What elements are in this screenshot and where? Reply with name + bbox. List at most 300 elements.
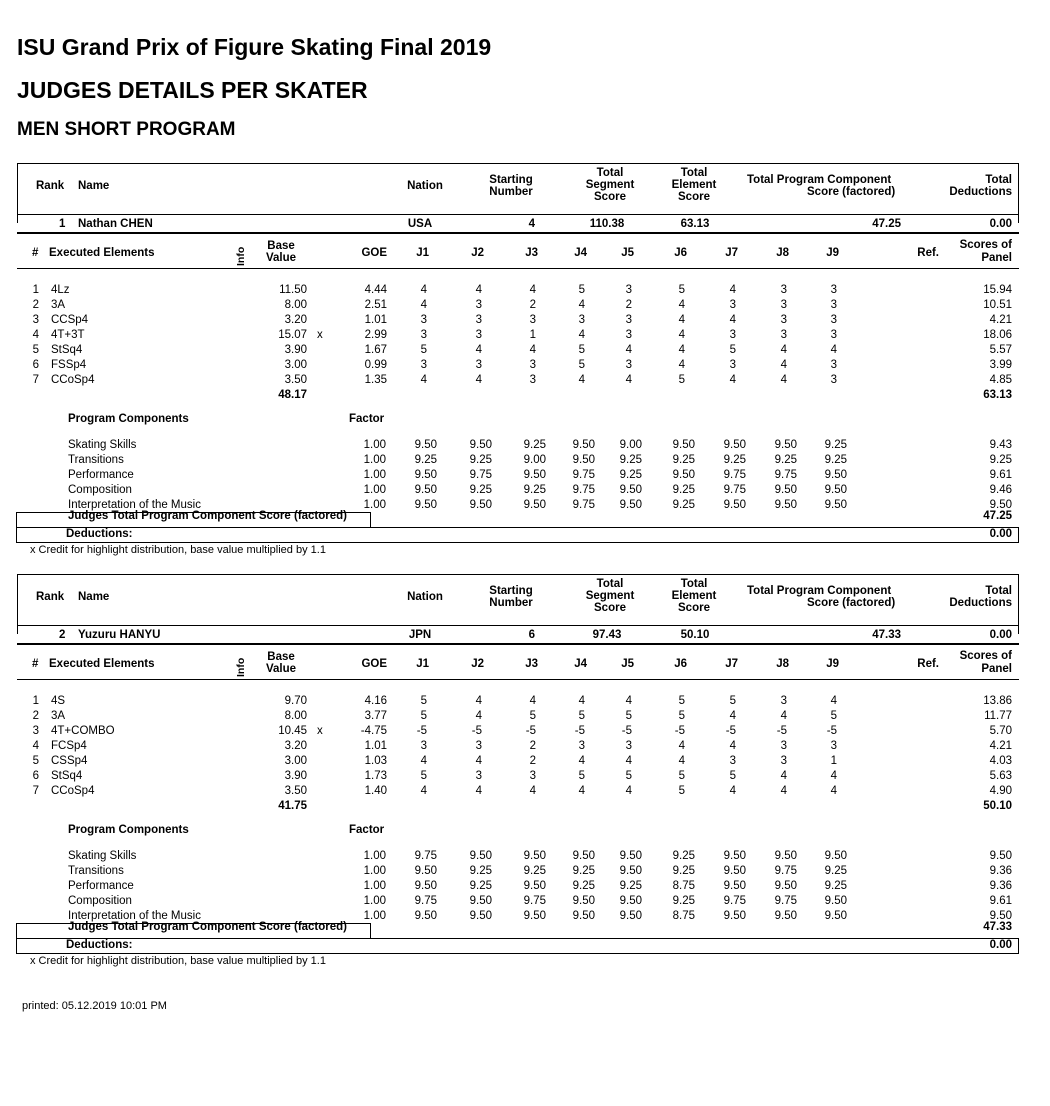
element-judge-score: 5 [420,344,427,356]
component-name: Composition [68,895,132,907]
starting-number-header-line: Number [489,597,533,609]
element-number: 2 [32,710,39,722]
element-number: 4 [32,740,39,752]
tes-total: 50.10 [983,800,1012,812]
element-panel-score: 11.77 [984,710,1012,722]
component-judge-score: 9.50 [619,895,642,907]
skater-nation: USA [407,218,433,230]
element-judge-score: 5 [625,710,632,722]
tes-header-line: Score [678,602,710,614]
component-judge-score: 9.50 [774,484,797,496]
component-judge-score: 9.75 [523,895,546,907]
element-number: 6 [32,770,39,782]
element-number: 1 [32,695,39,707]
element-goe: 0.99 [364,359,387,371]
element-name: 4T+3T [51,329,85,341]
judge-header: J6 [674,247,687,259]
component-judge-score: 9.75 [572,469,595,481]
component-judge-score: 9.50 [723,910,746,922]
element-judge-score: 4 [678,755,685,767]
component-judge-score: 9.25 [672,895,695,907]
element-name: StSq4 [51,344,83,356]
component-judge-score: 9.50 [824,499,847,511]
component-judge-score: 9.50 [774,880,797,892]
tes-header-line: Score [678,191,710,203]
skater-block [17,163,1019,555]
deductions-header-line: Deductions [949,186,1012,198]
base-value-header [266,651,296,675]
component-judge-score: 9.75 [774,469,797,481]
component-judge-score: 9.25 [469,484,492,496]
element-judge-score: 3 [625,314,632,326]
element-judge-score: 4 [625,695,632,707]
element-name: 4Lz [51,284,70,296]
segment-title: MEN SHORT PROGRAM [17,119,236,140]
element-panel-score: 5.70 [989,725,1012,737]
element-name: 3A [51,299,66,311]
element-goe: 2.99 [364,329,387,341]
component-name: Composition [68,484,132,496]
skater-name: Yuzuru HANYU [78,629,161,641]
base-value-header [266,240,296,264]
element-judge-score: 4 [475,374,482,386]
element-name: FCSp4 [51,740,87,752]
tss-header [586,167,635,203]
tpcs-header [747,585,895,609]
element-judge-score: 3 [729,329,736,341]
skater-tss: 97.43 [592,629,622,641]
element-judge-score: 4 [729,785,736,797]
element-judge-score: 3 [830,299,837,311]
component-judge-score: 9.50 [824,895,847,907]
element-judge-score: 5 [678,785,685,797]
component-judge-score: 9.25 [523,865,546,877]
component-judge-score: 9.75 [774,865,797,877]
component-judge-score: 9.50 [572,895,595,907]
skater-tpcs: 47.33 [872,629,901,641]
component-judge-score: 9.50 [414,910,437,922]
component-judge-score: 9.75 [572,499,595,511]
element-judge-score: -5 [725,725,736,737]
element-judge-score: -5 [621,725,632,737]
component-judge-score: 9.25 [619,469,642,481]
component-judge-score: 9.50 [469,499,492,511]
element-judge-score: 4 [475,710,482,722]
element-goe: 4.44 [364,284,387,296]
tpcs-header [747,174,895,198]
component-factor: 1.00 [363,499,386,511]
element-judge-score: 3 [780,329,787,341]
component-judge-score: 9.75 [774,895,797,907]
nation-header: Nation [407,591,443,603]
element-panel-score: 10.51 [983,299,1012,311]
starting-number-header [489,174,532,198]
component-judge-score: 9.50 [824,910,847,922]
skater-tes: 50.10 [680,629,710,641]
element-judge-score: 3 [625,740,632,752]
component-judge-score: 9.25 [723,454,746,466]
component-judge-score: 9.25 [774,454,797,466]
element-panel-score: 4.21 [989,314,1012,326]
element-judge-score: 4 [729,374,736,386]
element-judge-score: 4 [578,299,585,311]
component-judge-score: 9.50 [774,850,797,862]
element-panel-score: 18.06 [983,329,1012,341]
component-judge-score: 9.50 [572,439,595,451]
component-judge-score: 9.50 [572,454,595,466]
scores-of-panel-header-line: Scores of [959,239,1012,251]
deductions-header [949,174,1012,198]
element-panel-score: 3.99 [989,359,1012,371]
component-judge-score: 8.75 [672,880,695,892]
element-judge-score: 3 [780,314,787,326]
element-base-value: 8.00 [284,299,307,311]
rank-header: Rank [36,591,65,603]
starting-number-header-line: Starting [489,585,533,597]
info-header: Info [235,657,247,677]
element-judge-score: 4 [420,284,427,296]
element-goe: 1.35 [364,374,387,386]
element-judge-score: 3 [420,740,427,752]
element-judge-score: 4 [625,785,632,797]
deductions-box [16,527,1019,543]
component-name: Skating Skills [68,850,137,862]
element-judge-score: 5 [578,770,585,782]
element-bonus-mark: x [317,329,323,341]
element-judge-score: 4 [529,695,536,707]
element-judge-score: 4 [625,344,632,356]
component-panel-score: 9.25 [989,454,1012,466]
tes-header-line: Element [671,179,717,191]
component-name: Performance [68,469,134,481]
ref-header: Ref. [917,247,939,259]
divider [17,232,1019,234]
element-judge-score: 5 [729,695,736,707]
judge-header: J3 [525,658,538,670]
component-judge-score: 9.50 [824,469,847,481]
element-judge-score: 3 [830,329,837,341]
base-value-total: 41.75 [278,800,307,812]
skater-block [17,574,1019,966]
component-judge-score: 9.50 [774,499,797,511]
component-judge-score: 9.50 [619,484,642,496]
element-judge-score: 4 [830,770,837,782]
scores-of-panel-header [960,239,1012,265]
component-panel-score: 9.36 [989,880,1012,892]
component-judge-score: 9.00 [619,439,642,451]
tes-total: 63.13 [983,389,1012,401]
component-judge-score: 9.50 [469,439,492,451]
element-judge-score: 4 [529,344,536,356]
component-name: Transitions [68,454,124,466]
tss-header-line: Score [594,191,626,203]
goe-header: GOE [361,658,387,670]
element-judge-score: 2 [529,299,536,311]
component-panel-score: 9.50 [989,850,1012,862]
component-judge-score: 9.50 [774,439,797,451]
base-value-header-line: Value [266,252,297,264]
component-judge-score: 9.50 [824,850,847,862]
tes-header-line: Total [680,578,708,590]
component-judge-score: 9.25 [824,439,847,451]
component-judge-score: 9.50 [672,469,695,481]
pcs-total: 47.25 [983,510,1012,522]
deductions-header-line: Total [985,585,1012,597]
element-judge-score: -5 [525,725,536,737]
element-judge-score: 3 [625,329,632,341]
element-number: 3 [32,314,39,326]
element-judge-score: 4 [830,695,837,707]
element-judge-score: 5 [578,710,585,722]
component-judge-score: 9.25 [672,865,695,877]
component-factor: 1.00 [363,895,386,907]
element-judge-score: 3 [420,359,427,371]
program-components-header: Program Components [68,824,189,836]
element-judge-score: 4 [780,344,787,356]
judge-header: J1 [416,658,429,670]
element-judge-score: 4 [475,344,482,356]
pcs-total: 47.33 [983,921,1012,933]
element-bonus-mark: x [317,725,323,737]
element-name: 4T+COMBO [51,725,115,737]
component-factor: 1.00 [363,469,386,481]
judge-header: J2 [471,247,484,259]
element-base-value: 11.50 [279,284,307,296]
component-judge-score: 9.50 [523,910,546,922]
element-judge-score: 3 [529,374,536,386]
element-judge-score: 4 [475,785,482,797]
element-judge-score: 4 [625,374,632,386]
element-judge-score: 3 [729,299,736,311]
tpcs-header-line: Total Program Component [747,585,892,597]
component-factor: 1.00 [363,850,386,862]
element-judge-score: 4 [420,785,427,797]
element-judge-score: 3 [475,770,482,782]
tss-header-line: Segment [585,179,635,191]
component-judge-score: 9.25 [824,880,847,892]
component-judge-score: 9.50 [672,439,695,451]
element-judge-score: 4 [475,695,482,707]
element-judge-score: 4 [830,785,837,797]
component-panel-score: 9.50 [989,910,1012,922]
element-name: CSSp4 [51,755,88,767]
component-factor: 1.00 [363,439,386,451]
element-base-value: 3.90 [284,344,307,356]
component-judge-score: 9.50 [469,910,492,922]
element-number: 2 [32,299,39,311]
name-header: Name [78,180,110,192]
element-judge-score: 4 [780,374,787,386]
element-base-value: 3.20 [284,740,307,752]
tss-header [586,578,635,614]
component-judge-score: 9.50 [523,469,546,481]
component-judge-score: 9.50 [723,850,746,862]
component-judge-score: 9.50 [572,910,595,922]
deductions-total: 0.00 [989,939,1012,951]
element-judge-score: 4 [578,755,585,767]
component-judge-score: 9.50 [723,865,746,877]
element-judge-score: 3 [578,314,585,326]
component-judge-score: 9.50 [774,910,797,922]
component-panel-score: 9.46 [989,484,1012,496]
element-judge-score: 4 [529,284,536,296]
element-judge-score: 4 [578,785,585,797]
program-components-header: Program Components [68,413,189,425]
element-name: StSq4 [51,770,83,782]
element-base-value: 3.20 [284,314,307,326]
element-judge-score: 4 [578,374,585,386]
element-name: CCSp4 [51,314,89,326]
judge-header: J3 [525,247,538,259]
element-judge-score: 3 [780,755,787,767]
component-judge-score: 9.75 [414,895,437,907]
deductions-box [16,938,1019,954]
component-name: Interpretation of the Music [68,910,201,922]
judges-total-label: Judges Total Program Component Score (factored) [68,921,348,933]
scores-of-panel-header-line: Panel [981,663,1012,675]
element-judge-score: 3 [475,740,482,752]
element-name: 3A [51,710,66,722]
element-judge-score: 4 [678,299,685,311]
component-panel-score: 9.61 [989,895,1012,907]
component-judge-score: 9.50 [619,865,642,877]
element-judge-score: 2 [529,740,536,752]
judge-header: J1 [416,247,429,259]
element-judge-score: 3 [578,740,585,752]
component-judge-score: 9.50 [572,850,595,862]
element-judge-score: 3 [475,299,482,311]
component-judge-score: 9.50 [723,499,746,511]
starting-number-header-line: Number [489,186,533,198]
element-judge-score: 5 [578,359,585,371]
component-judge-score: 9.50 [414,865,437,877]
component-panel-score: 9.61 [989,469,1012,481]
component-judge-score: 9.25 [672,484,695,496]
component-judge-score: 9.75 [723,895,746,907]
ref-header: Ref. [917,658,939,670]
component-judge-score: 9.00 [523,454,546,466]
skater-tpcs: 47.25 [872,218,901,230]
element-goe: 1.67 [364,344,387,356]
tss-header-line: Score [594,602,626,614]
component-judge-score: 9.75 [414,850,437,862]
element-base-value: 8.00 [284,710,307,722]
component-judge-score: 9.50 [824,484,847,496]
element-judge-score: 4 [578,329,585,341]
element-name: CCoSp4 [51,785,95,797]
component-factor: 1.00 [363,880,386,892]
element-judge-score: 3 [729,359,736,371]
element-goe: 1.73 [364,770,387,782]
element-judge-score: 4 [625,755,632,767]
deductions-header [949,585,1012,609]
judge-header: J8 [776,247,789,259]
element-judge-score: 3 [830,374,837,386]
element-judge-score: 3 [830,359,837,371]
element-judge-score: 4 [578,695,585,707]
element-judge-score: 5 [578,284,585,296]
element-judge-score: 5 [830,710,837,722]
base-value-header-line: Base [267,651,295,663]
element-judge-score: 4 [729,710,736,722]
divider [17,268,1019,269]
element-name: 4S [51,695,66,707]
component-judge-score: 9.25 [572,880,595,892]
element-number: 5 [32,755,39,767]
element-base-value: 3.00 [284,755,307,767]
tes-header-line: Total [680,167,708,179]
judge-header: J9 [826,658,839,670]
factor-header: Factor [349,413,385,425]
judges-total-label: Judges Total Program Component Score (factored) [68,510,348,522]
element-panel-score: 15.94 [983,284,1012,296]
element-judge-score: -5 [674,725,685,737]
tes-header [672,578,717,614]
tss-header-line: Total [596,578,624,590]
element-judge-score: 3 [780,740,787,752]
component-panel-score: 9.36 [989,865,1012,877]
scores-of-panel-header-line: Panel [981,252,1012,264]
component-judge-score: 9.50 [619,850,642,862]
element-judge-score: 4 [780,710,787,722]
component-panel-score: 9.43 [989,439,1012,451]
element-goe: 4.16 [364,695,387,707]
tss-header-line: Segment [585,590,635,602]
tes-header-line: Element [671,590,717,602]
component-judge-score: 9.25 [619,454,642,466]
component-name: Performance [68,880,134,892]
element-base-value: 3.50 [284,785,307,797]
component-judge-score: 9.25 [523,484,546,496]
tes-header [672,167,717,203]
divider [17,214,1019,215]
element-judge-score: 4 [678,329,685,341]
element-judge-score: 3 [475,359,482,371]
component-judge-score: 9.25 [414,454,437,466]
element-number: 3 [32,725,39,737]
judge-header: J2 [471,658,484,670]
element-judge-score: 2 [625,299,632,311]
tpcs-header-line: Total Program Component [747,174,892,186]
component-name: Skating Skills [68,439,137,451]
component-name: Transitions [68,865,124,877]
component-judge-score: 9.50 [619,499,642,511]
component-judge-score: 9.25 [824,454,847,466]
component-judge-score: 9.50 [414,439,437,451]
judge-header: J7 [725,247,738,259]
element-judge-score: 5 [678,695,685,707]
base-value-total: 48.17 [278,389,307,401]
judge-header: J6 [674,658,687,670]
deductions-label: Deductions: [66,528,133,540]
component-factor: 1.00 [363,865,386,877]
element-judge-score: 4 [420,755,427,767]
judge-header: J8 [776,658,789,670]
goe-header: GOE [361,247,387,259]
component-factor: 1.00 [363,910,386,922]
element-judge-score: 5 [678,284,685,296]
element-judge-score: 4 [729,314,736,326]
element-judge-score: 5 [729,770,736,782]
executed-elements-header: Executed Elements [49,658,155,670]
element-judge-score: 4 [729,284,736,296]
element-judge-score: 3 [830,740,837,752]
element-judge-score: 4 [678,314,685,326]
judge-header: J9 [826,247,839,259]
element-judge-score: -5 [416,725,427,737]
element-judge-score: 2 [529,755,536,767]
element-base-value: 3.90 [284,770,307,782]
